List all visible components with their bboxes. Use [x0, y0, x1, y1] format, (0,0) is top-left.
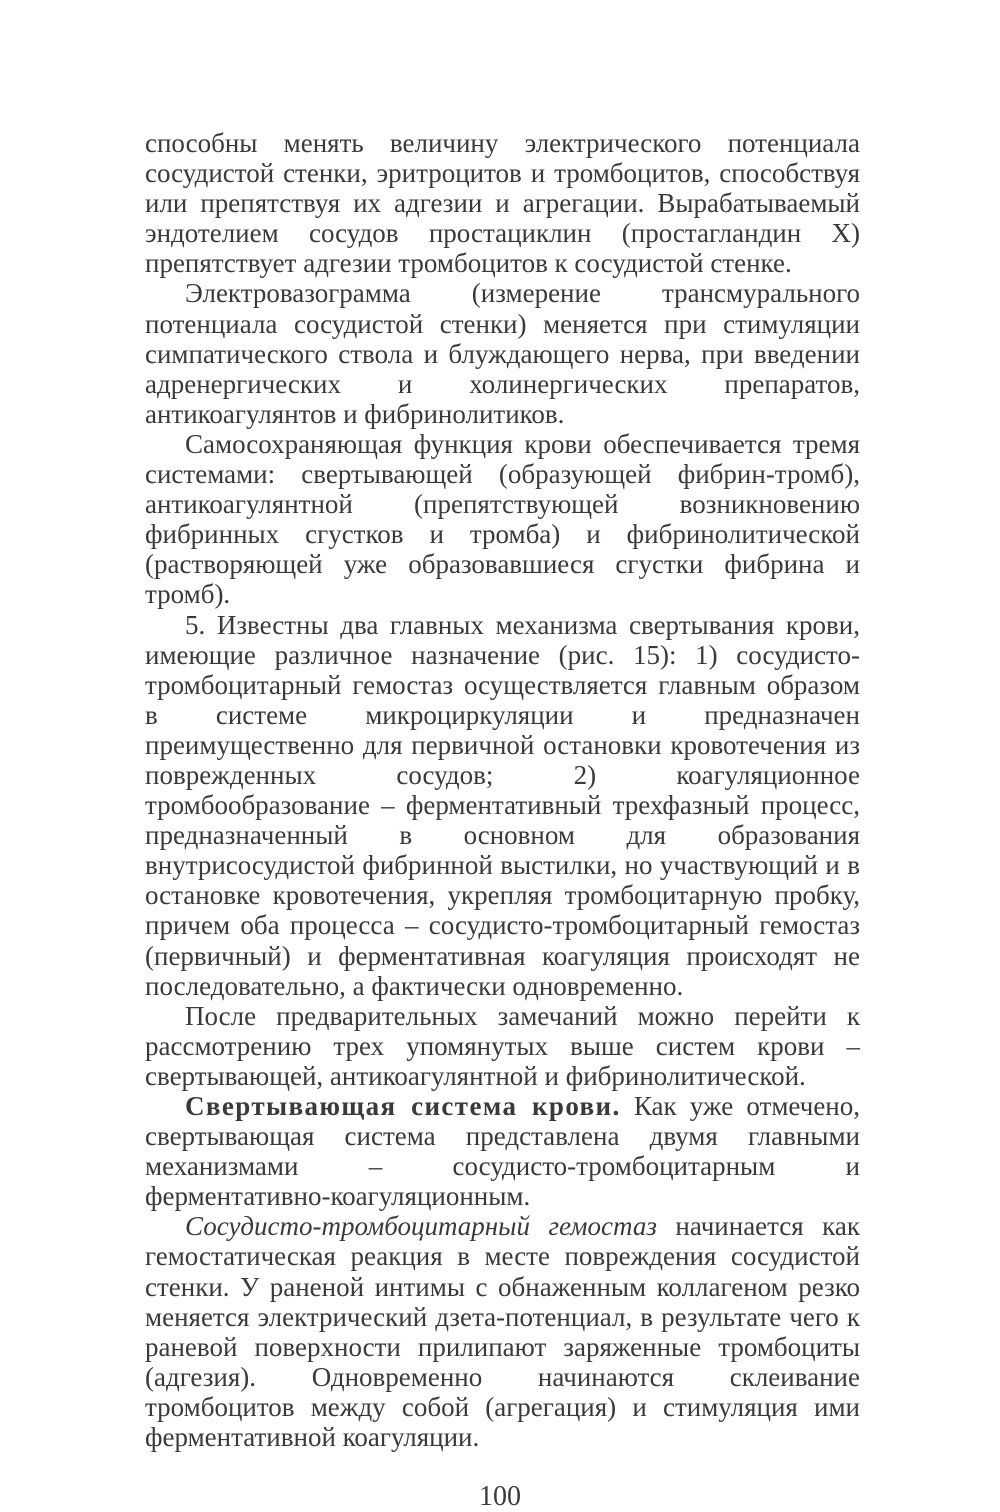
paragraph-continuation: способны менять величину электрического потенциала сосудистой стенки, эритроцитов и тромбоцитов, способствуя или препятствуя их адгезии и агрегации. Вырабатываемый эндотелием сосудов простациклин (простагландин Х) препятствует адгезии тромбоцитов к сосудистой стенке.: [145, 128, 860, 279]
page-number: 100: [479, 1481, 521, 1512]
paragraph-coagulation-system-text: Как уже отмечено, свертывающая система представлена двумя главными механизмами – сосудисто-тромбоцитарным и ферментативно-коагуляционным.: [145, 1091, 860, 1212]
page-body: [145, 128, 860, 1452]
paragraph-preliminary-remarks: После предварительных замечаний можно перейти к рассмотрению трех упомянутых выше систем крови – свертывающей, антикоагулянтной и фибринолитической.: [145, 1000, 860, 1091]
emphasis-vascular-platelet-hemostasis: Сосудисто-тромбоцитарный гемостаз: [185, 1211, 657, 1242]
run-in-heading-coagulation-system: Свертывающая система крови.: [185, 1091, 621, 1121]
paragraph-electrovasogram: Электровазограмма (измерение трансмурального потенциала сосудистой стенки) меняется при стимуляции симпатического ствола и блуждающего нерва, при введении адренергических и холинергических препаратов, антикоагулянтов и фибринолитиков.: [145, 278, 860, 429]
paragraph-two-mechanisms: 5. Известны два главных механизма свертывания крови, имеющие различное назначение (рис. 15): 1) сосудисто-тромбоцитарный гемостаз осуществляется главным образом в системе микроциркуляции и предназначен преимущественно для первичной остановки кровотечения из поврежденных сосудов; 2) коагуляционное тромбообразование – ферментативный трехфазный процесс, предназначенный в основном для образования внутрисосудистой фибринной выстилки, но участвующий и в остановке кровотечения, укрепляя тромбоцитарную пробку, причем оба процесса – сосудисто-тромбоцитарный гемостаз (первичный) и ферментативная коагуляция происходят не последовательно, а фактически одновременно.: [145, 609, 860, 1001]
paragraph-coagulation-system: [145, 1091, 860, 1211]
paragraph-vascular-platelet-hemostasis-text: начинается как гемостатическая реакция в месте повреждения сосудистой стенки. У раненой интимы с обнаженным коллагеном резко меняется электрический дзета-потенциал, в результате чего к раневой поверхности прилипают заряженные тромбоциты (адгезия). Одновременно начинаются склеивание тромбоцитов между собой (агрегация) и стимуляция ими ферментативной коагуляции.: [145, 1211, 860, 1453]
paragraph-vascular-platelet-hemostasis: [145, 1211, 860, 1452]
paragraph-self-preserving-function: Самосохраняющая функция крови обеспечивается тремя системами: свертывающей (образующей фибрин-тромб), антикоагулянтной (препятствующей возникновению фибринных сгустков и тромба) и фибринолитической (растворяющей уже образовавшиеся сгустки фибрина и тромб).: [145, 428, 860, 610]
